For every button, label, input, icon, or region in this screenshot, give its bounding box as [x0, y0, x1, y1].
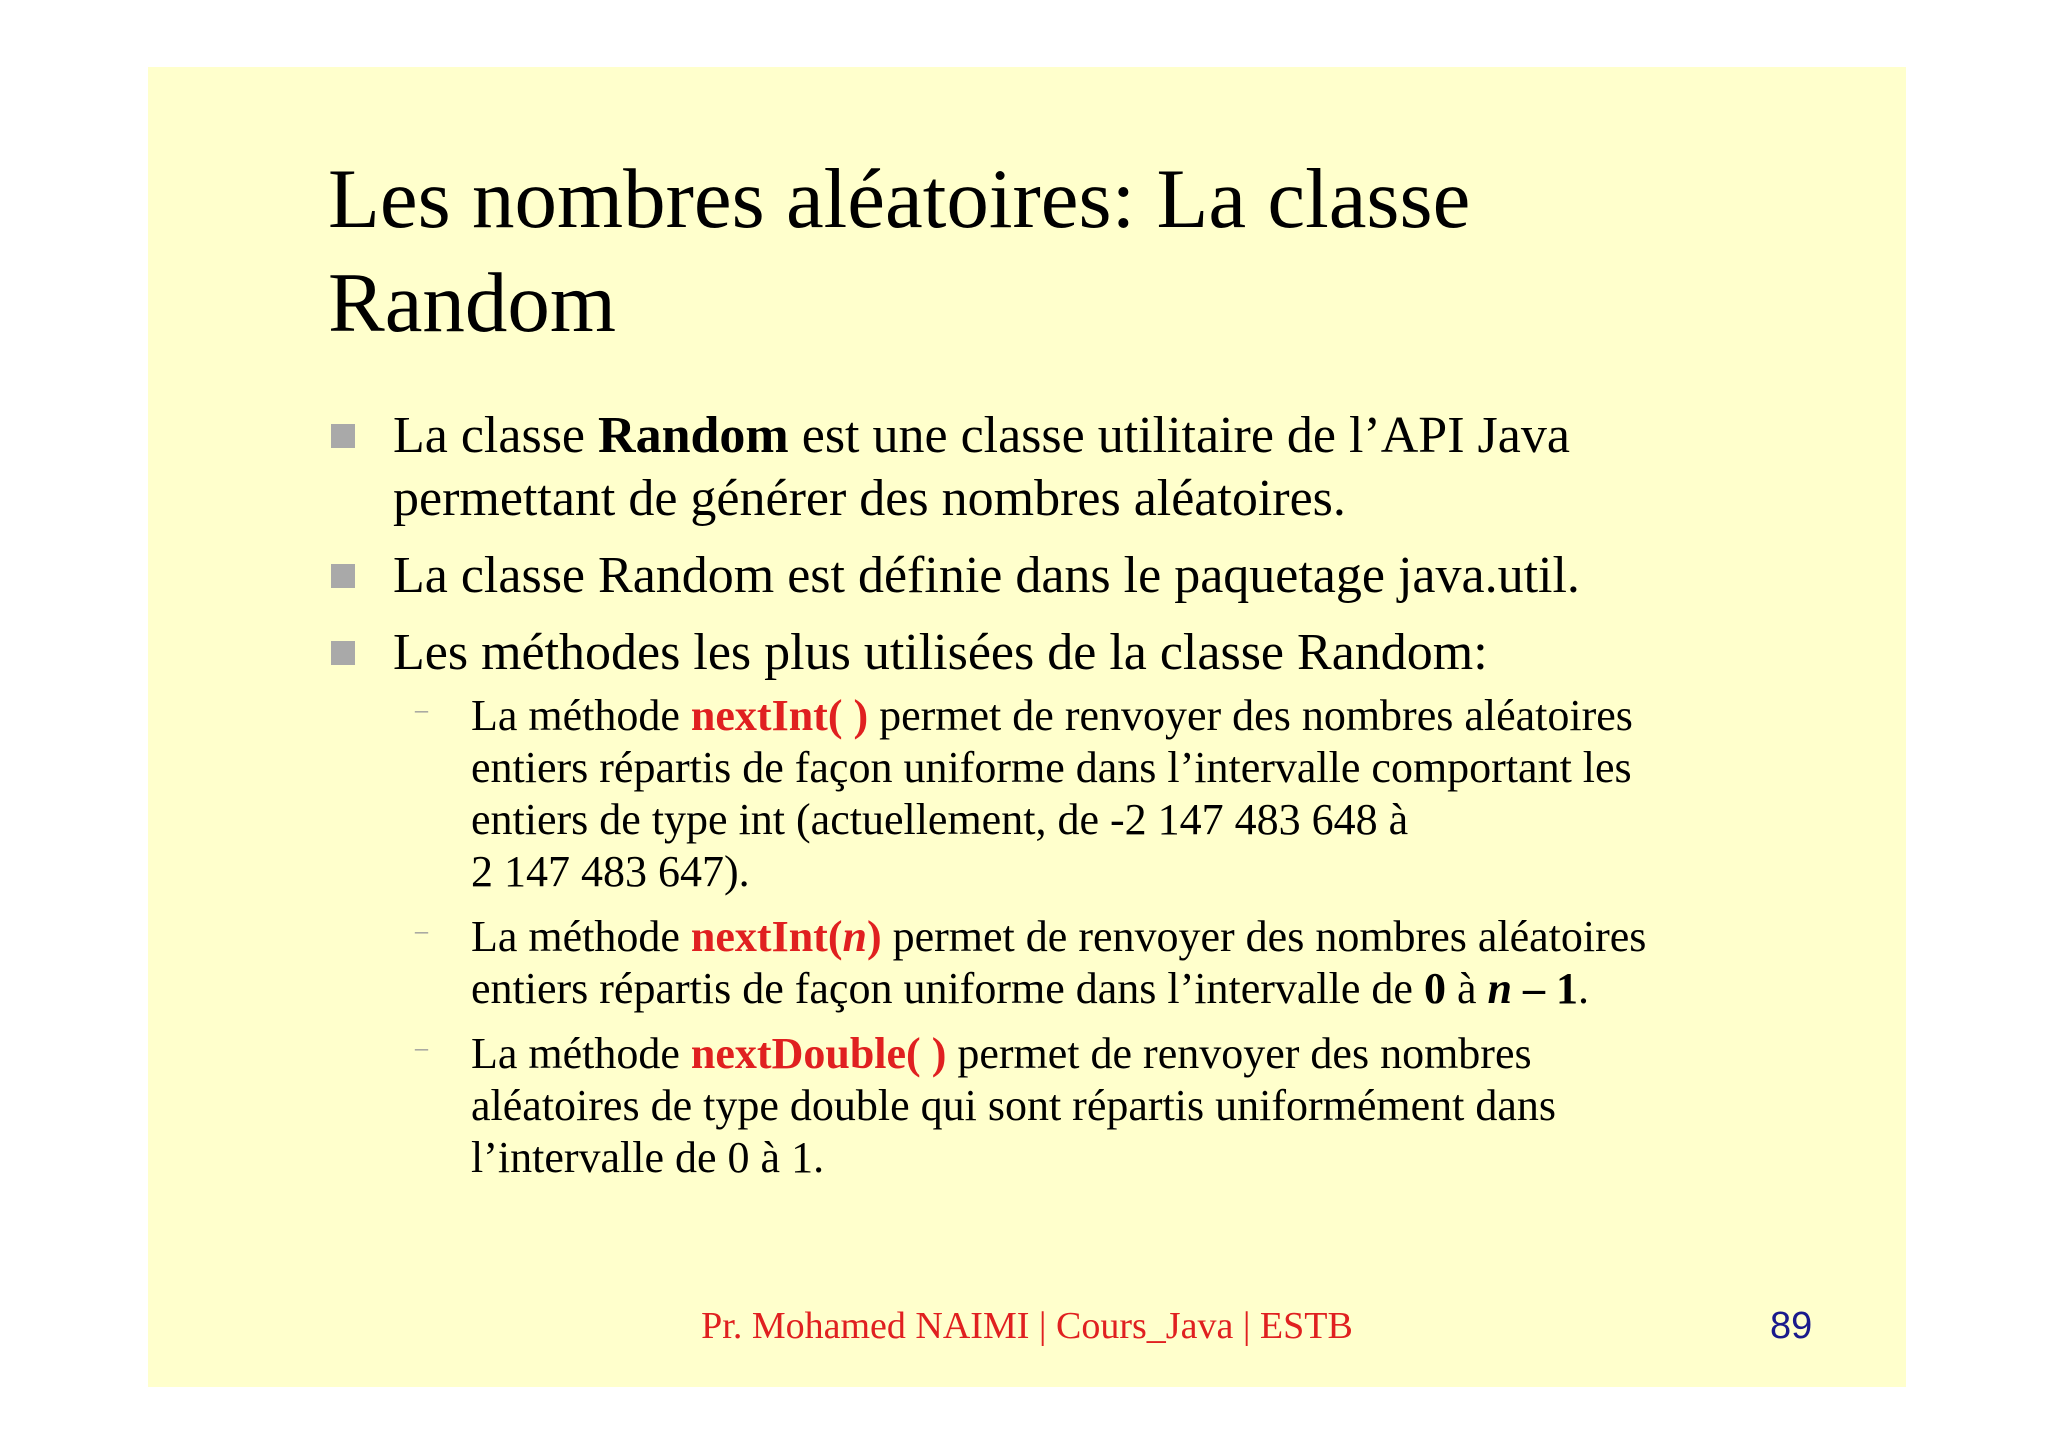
bullet-line: permettant de générer des nombres aléatoires. — [393, 470, 1346, 527]
method-nextdouble: nextDouble( ) — [690, 1029, 947, 1078]
bullet-item — [328, 621, 1888, 684]
title-line-1: Les nombres aléatoires: La classe — [328, 152, 1471, 246]
slide-footer: Pr. Mohamed NAIMI | Cours_Java | ESTB — [701, 1305, 1353, 1347]
bullet-item — [328, 544, 1888, 607]
slide — [148, 67, 1906, 1387]
bullet-line: La classe Random est une classe utilitaire de l’API Java — [393, 407, 1570, 464]
title-line-2: Random — [328, 256, 617, 350]
dash-bullet-icon: – — [415, 1033, 428, 1062]
class-name-random: Random — [598, 407, 789, 464]
sub-bullet-line: La méthode nextInt(n) permet de renvoyer des nombres aléatoires — [471, 912, 1647, 961]
bullet-line: Les méthodes les plus utilisées de la classe Random: — [393, 624, 1488, 681]
square-bullet-icon — [331, 641, 355, 665]
square-bullet-icon — [331, 424, 355, 448]
dash-bullet-icon: – — [415, 916, 428, 945]
square-bullet-icon — [331, 564, 355, 588]
slide-title — [328, 147, 1728, 355]
sub-bullet-line: aléatoires de type double qui sont répartis uniformément dans — [471, 1081, 1557, 1130]
sub-bullet-item — [328, 911, 1888, 1015]
sub-bullet-item — [328, 690, 1888, 898]
bullet-item — [328, 404, 1888, 530]
sub-bullet-line: l’intervalle de 0 à 1. — [471, 1133, 825, 1182]
sub-bullet-line: entiers de type int (actuellement, de -2 147 483 648 à — [471, 795, 1409, 844]
sub-bullet-line: entiers répartis de façon uniforme dans l’intervalle de 0 à n – 1. — [471, 964, 1589, 1013]
sub-bullet-item — [328, 1028, 1888, 1184]
sub-bullet-line: La méthode nextDouble( ) permet de renvoyer des nombres — [471, 1029, 1532, 1078]
page-number: 89 — [1770, 1305, 1813, 1347]
sub-bullet-list — [328, 690, 1888, 1184]
dash-bullet-icon: – — [415, 695, 428, 724]
sub-bullet-line: La méthode nextInt( ) permet de renvoyer des nombres aléatoires — [471, 691, 1633, 740]
sub-bullet-line: entiers répartis de façon uniforme dans l’intervalle comportant les — [471, 743, 1632, 792]
method-nextint-n: nextInt(n) — [690, 912, 882, 961]
bullet-line: La classe Random est définie dans le paquetage java.util. — [393, 547, 1580, 604]
sub-bullet-line: 2 147 483 647). — [471, 847, 750, 896]
method-nextint: nextInt( ) — [690, 691, 869, 740]
slide-body — [328, 404, 1888, 1197]
